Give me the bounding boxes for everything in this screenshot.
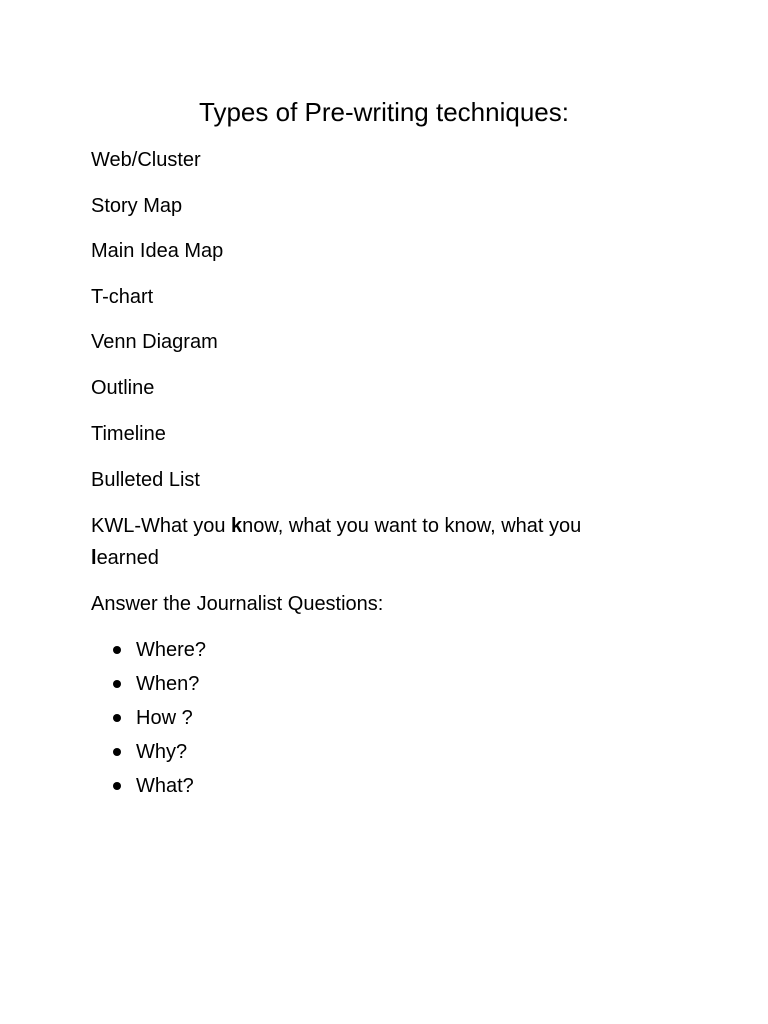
list-item <box>91 769 206 803</box>
question-when: When? <box>136 673 200 695</box>
question-where: Where? <box>136 639 207 661</box>
technique-outline: Outline <box>91 377 155 399</box>
technique-web-cluster: Web/Cluster <box>91 149 201 171</box>
technique-story-map: Story Map <box>91 195 183 217</box>
kwl-bold-k: k <box>231 515 243 537</box>
bullet-icon <box>113 680 121 688</box>
kwl-bold-l: l <box>91 547 97 569</box>
technique-t-chart: T-chart <box>91 286 154 308</box>
question-how: How ? <box>136 707 193 729</box>
question-why: Why? <box>136 741 188 763</box>
journalist-questions-list <box>91 633 206 803</box>
list-item <box>91 701 206 735</box>
list-item <box>91 667 206 701</box>
bullet-icon <box>113 748 121 756</box>
journalist-heading: Answer the Journalist Questions: <box>91 593 384 615</box>
document-title: Types of Pre-writing techniques: <box>199 97 569 127</box>
question-what: What? <box>136 775 194 797</box>
bullet-icon <box>113 646 121 654</box>
bullet-icon <box>113 782 121 790</box>
list-item <box>91 633 206 667</box>
technique-timeline: Timeline <box>91 423 166 445</box>
kwl-text-1: KWL-What you <box>91 515 232 537</box>
technique-main-idea-map: Main Idea Map <box>91 240 224 262</box>
kwl-text-3: earned <box>96 547 159 569</box>
technique-kwl <box>91 510 651 574</box>
technique-bulleted-list: Bulleted List <box>91 469 200 491</box>
bullet-icon <box>113 714 121 722</box>
technique-venn-diagram: Venn Diagram <box>91 331 218 353</box>
list-item <box>91 735 206 769</box>
kwl-text-2: now, what you want to know, what you <box>242 515 582 537</box>
